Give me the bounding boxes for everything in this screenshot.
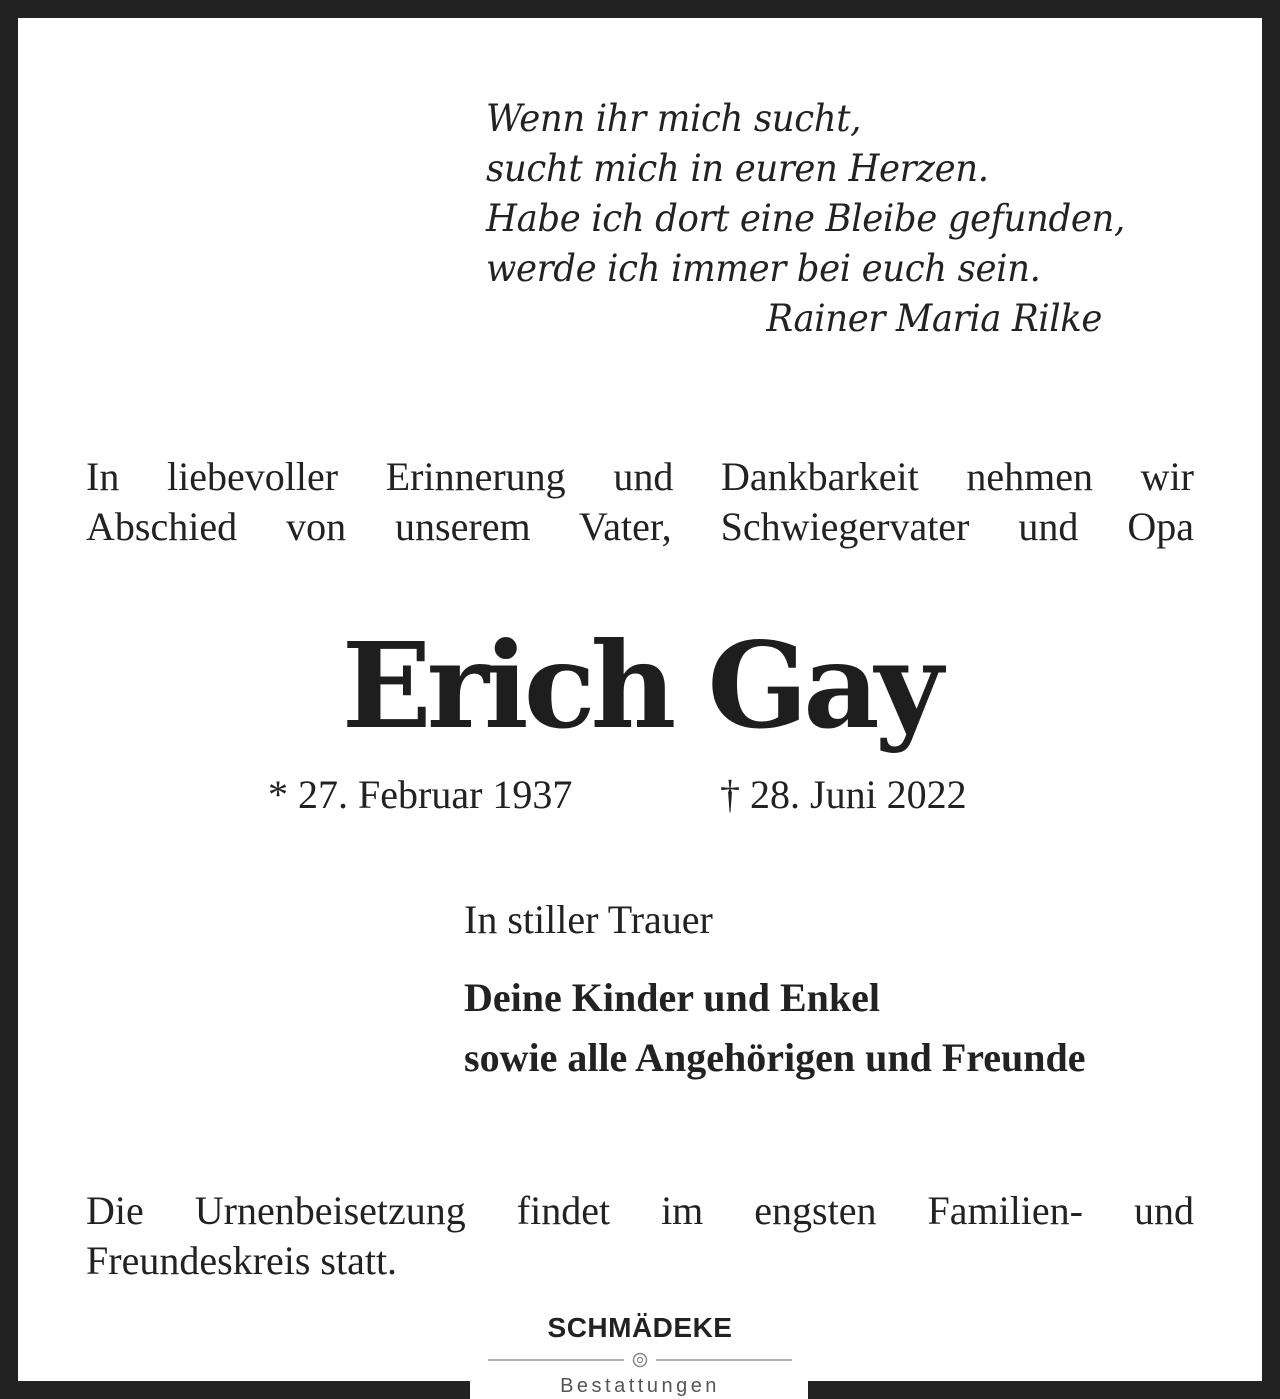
- mourning-intro: In stiller Trauer: [464, 897, 713, 942]
- poem-line: sucht mich in euren Herzen.: [486, 147, 989, 190]
- logo-subtitle: Bestattungen: [560, 1375, 720, 1397]
- intro-line: Abschied von unserem Vater, Schwiegervater und Opa: [86, 504, 1194, 549]
- funeral-home-logo: [488, 1310, 792, 1399]
- burial-notice-line: Freundeskreis statt.: [86, 1238, 398, 1283]
- logo-brand: SCHMÄDEKE: [547, 1312, 733, 1343]
- deceased-name: Erich Gay: [341, 616, 939, 755]
- life-dates: [0, 770, 1280, 820]
- mourners-line: Deine Kinder und Enkel: [464, 975, 881, 1020]
- intro-line: In liebevoller Erinnerung und Dankbarkeit nehmen wir: [86, 454, 1194, 499]
- logo-ornament-icon: [488, 1348, 792, 1372]
- burial-notice: [86, 1186, 1194, 1286]
- intro-text: [86, 452, 1194, 552]
- birth-date: * 27. Februar 1937: [268, 772, 573, 817]
- mourners-list: [464, 968, 1086, 1088]
- mourners-line: sowie alle Angehörigen und Freunde: [464, 1035, 1086, 1080]
- death-date: † 28. Juni 2022: [720, 772, 967, 817]
- poem-line: Habe ich dort eine Bleibe gefunden,: [486, 197, 1125, 240]
- rilke-poem: [486, 94, 1125, 340]
- poem-author: Rainer Maria Rilke: [766, 297, 1103, 340]
- poem-line: Wenn ihr mich sucht,: [486, 97, 862, 140]
- burial-notice-line: Die Urnenbeisetzung findet im engsten Familien- und: [86, 1188, 1194, 1233]
- poem-line: werde ich immer bei euch sein.: [486, 247, 1041, 290]
